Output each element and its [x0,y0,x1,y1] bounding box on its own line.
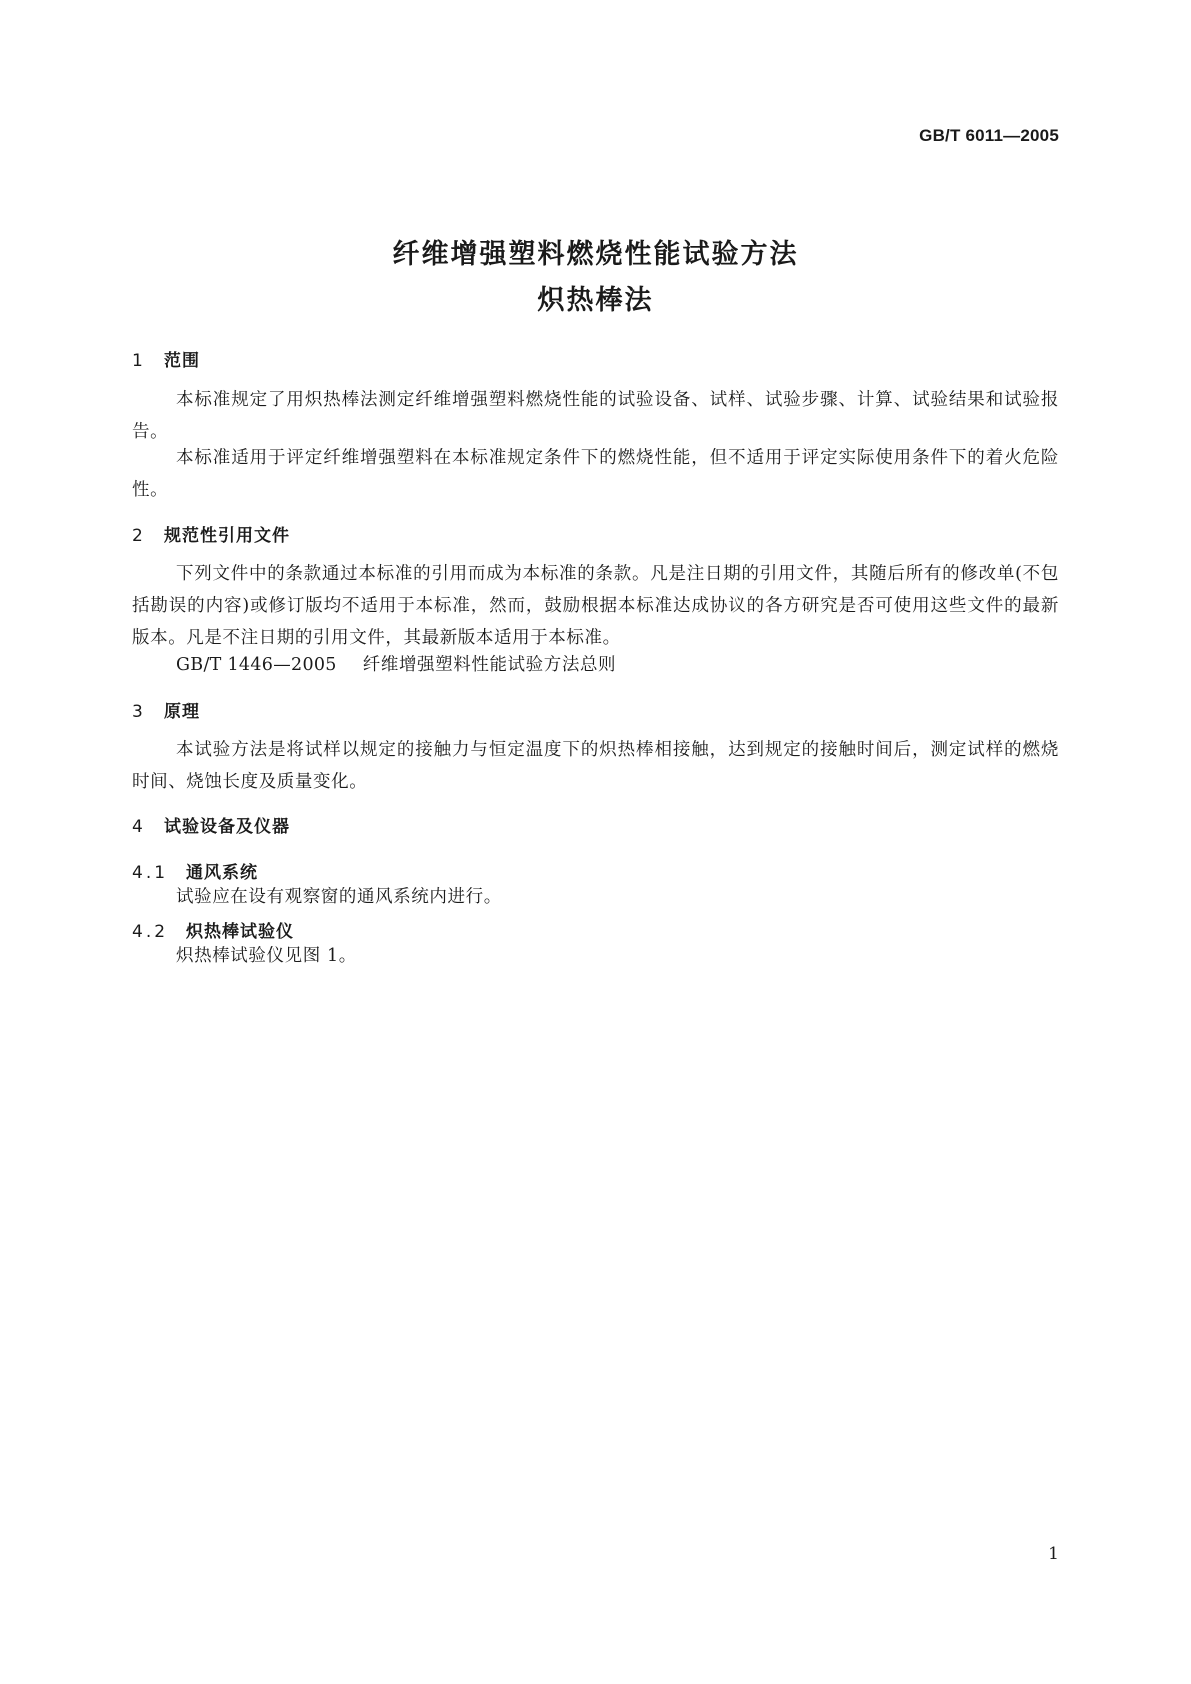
section-number: 4 [132,817,144,837]
section-3-paragraph-1: 本试验方法是将试样以规定的接触力与恒定温度下的炽热棒相接触，达到规定的接触时间后，测定试样的燃烧时间、烧蚀长度及质量变化。 [132,740,1059,792]
document-title: 纤维增强塑料燃烧性能试验方法 [392,239,799,270]
section-title: 规范性引用文件 [164,526,290,546]
document-subtitle: 炽热棒法 [537,285,654,316]
section-1-paragraph-1: 本标准规定了用炽热棒法测定纤维增强塑料燃烧性能的试验设备、试样、试验步骤、计算、试验结果和试验报告。 [132,390,1059,442]
subsection-4-1-heading [132,858,258,883]
section-title: 原理 [164,702,200,722]
subsection-number: 4.2 [132,922,169,942]
section-number: 3 [132,702,144,722]
subsection-title: 通风系统 [186,863,258,883]
section-2-paragraph-1: 下列文件中的条款通过本标准的引用而成为本标准的条款。凡是注日期的引用文件，其随后所有的修改单(不包括勘误的内容)或修订版均不适用于本标准，然而，鼓励根据本标准达成协议的各方研究是否可使用这些文件的最新版本。凡是不注日期的引用文件，其最新版本适用于本标准。 [132,564,1059,648]
subsection-4-2-heading [132,917,294,942]
section-number: 2 [132,526,144,546]
normative-reference [176,651,616,676]
subsection-4-1-text: 试验应在设有观察窗的通风系统内进行。 [176,887,502,907]
section-title: 试验设备及仪器 [164,817,290,837]
section-3-heading [132,697,200,722]
subsection-4-2-text: 炽热棒试验仪见图 1。 [176,946,357,966]
subsection-title: 炽热棒试验仪 [186,922,294,942]
section-1-heading [132,346,200,371]
reference-title: 纤维增强塑料性能试验方法总则 [362,655,617,675]
section-4-heading [132,812,290,837]
subsection-number: 4.1 [132,863,169,883]
section-number: 1 [132,351,144,371]
section-2-heading [132,521,290,546]
standard-code: GB/T 6011—2005 [919,126,1059,145]
page-number: 1 [1048,1544,1059,1564]
reference-code: GB/T 1446—2005 [176,655,337,675]
section-1-paragraph-2: 本标准适用于评定纤维增强塑料在本标准规定条件下的燃烧性能，但不适用于评定实际使用条件下的着火危险性。 [132,448,1059,500]
section-title: 范围 [164,351,200,371]
